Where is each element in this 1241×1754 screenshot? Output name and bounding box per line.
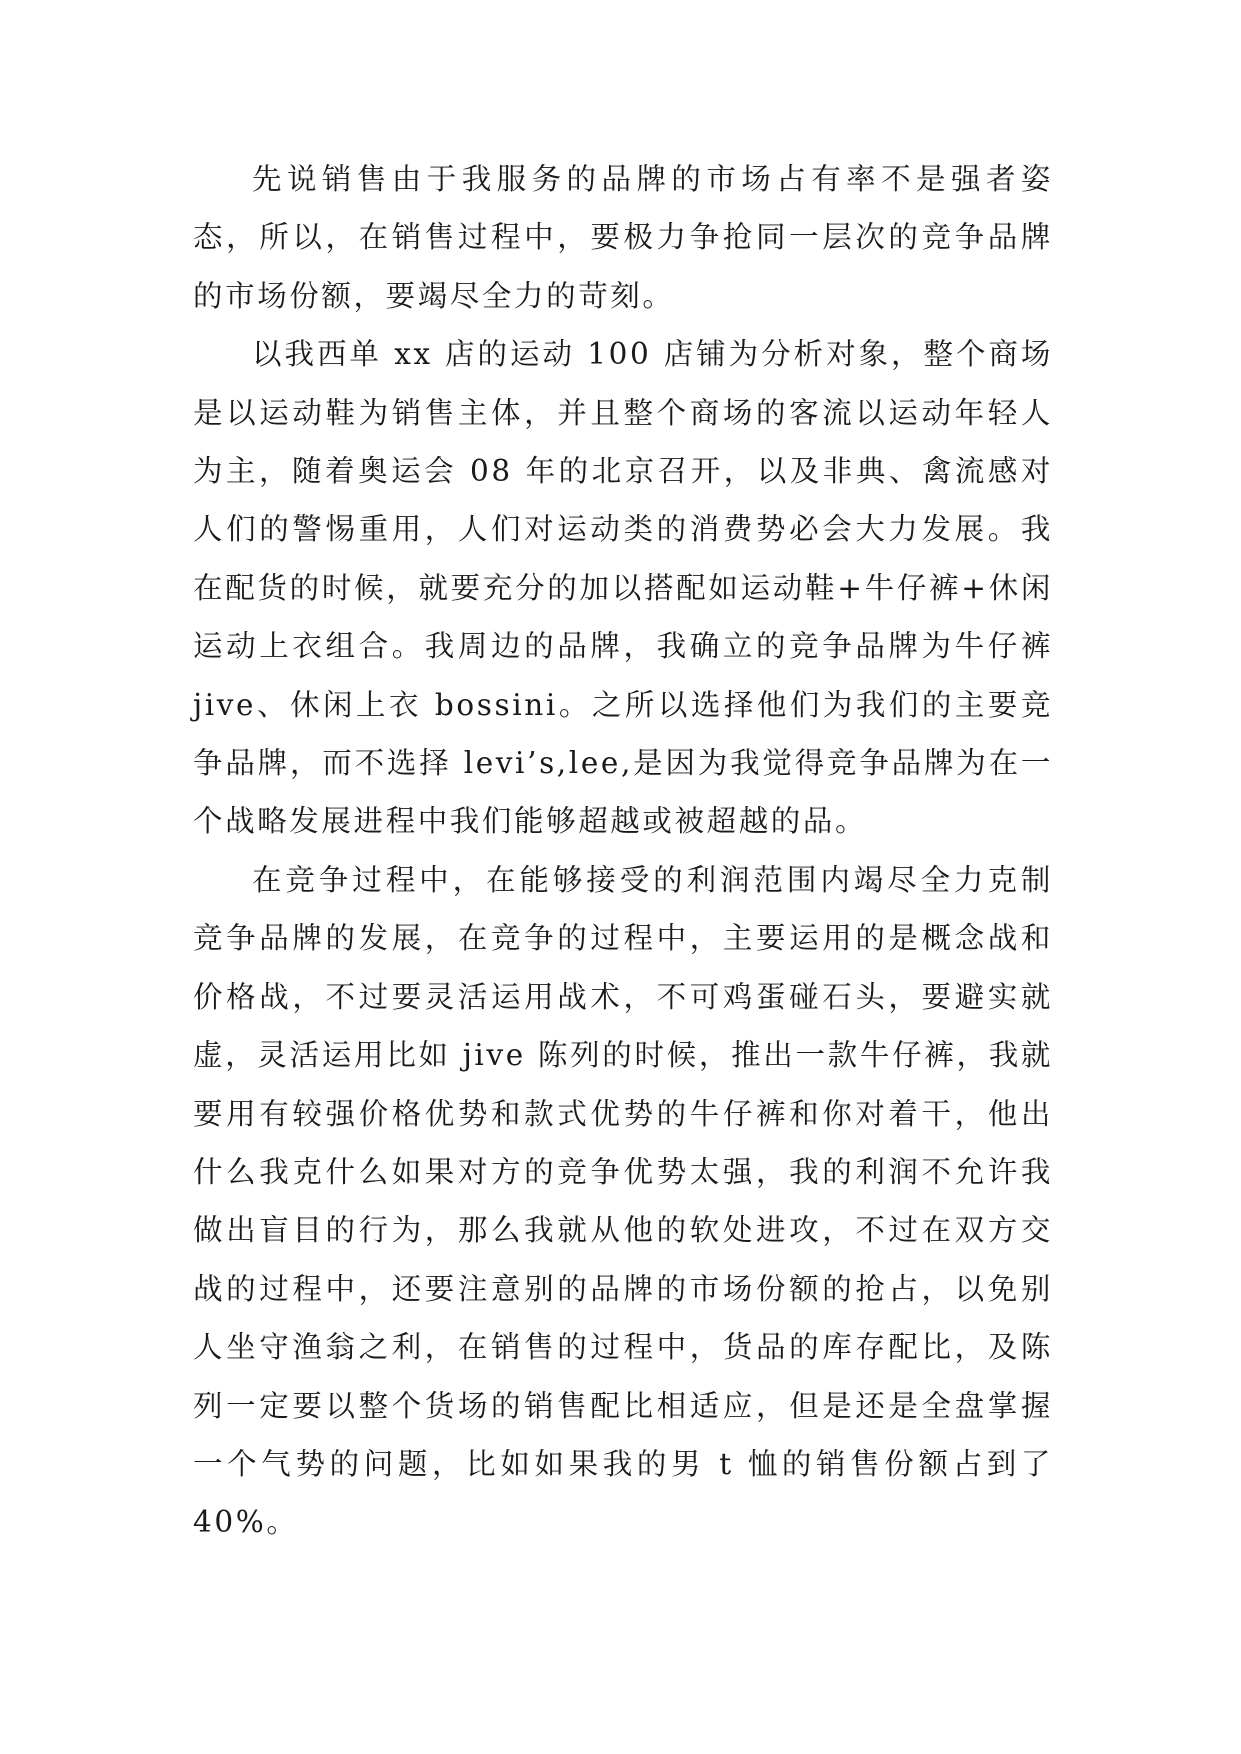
paragraph-competition-strategy: 在竞争过程中，在能够接受的利润范围内竭尽全力克制竞争品牌的发展，在竞争的过程中，主要运用的是概念战和价格战，不过要灵活运用战术，不可鸡蛋碰石头，要避实就虚，灵活运用比如 jive 陈列的时候，推出一款牛仔裤，我就要用有较强价格优势和款式优势的牛仔裤和你对着干，他出什么我克什么如果对方的竞争优势太强，我的利润不允许我做出盲目的行为，那么我就从他的软处进攻，不过在双方交战的过程中，还要注意别的品牌的市场份额的抢占，以免别人坐守渔翁之利，在销售的过程中，货品的库存配比，及陈列一定要以整个货场的销售配比相适应，但是还是全盘掌握一个气势的问题，比如如果我的男 t 恤的销售份额占到了 40%。 — [193, 862, 1053, 1540]
paragraph-sales-intro: 先说销售由于我服务的品牌的市场占有率不是强者姿态，所以，在销售过程中，要极力争抢同一层次的竞争品牌的市场份额，要竭尽全力的苛刻。 — [193, 162, 1053, 313]
document-page — [193, 150, 1053, 1552]
paragraph-store-analysis: 以我西单 xx 店的运动 100 店铺为分析对象，整个商场是以运动鞋为销售主体，并且整个商场的客流以运动年轻人为主，随着奥运会 08 年的北京召开，以及非典、禽流感对人们的警惕重用，人们对运动类的消费势必会大力发展。我在配货的时候，就要充分的加以搭配如运动鞋+牛仔裤+休闲运动上衣组合。我周边的品牌，我确立的竞争品牌为牛仔裤 jive、休闲上衣 bossini。之所以选择他们为我们的主要竞争品牌，而不选择 levi’s,lee,是因为我觉得竞争品牌为在一个战略发展进程中我们能够超越或被超越的品。 — [193, 337, 1053, 839]
